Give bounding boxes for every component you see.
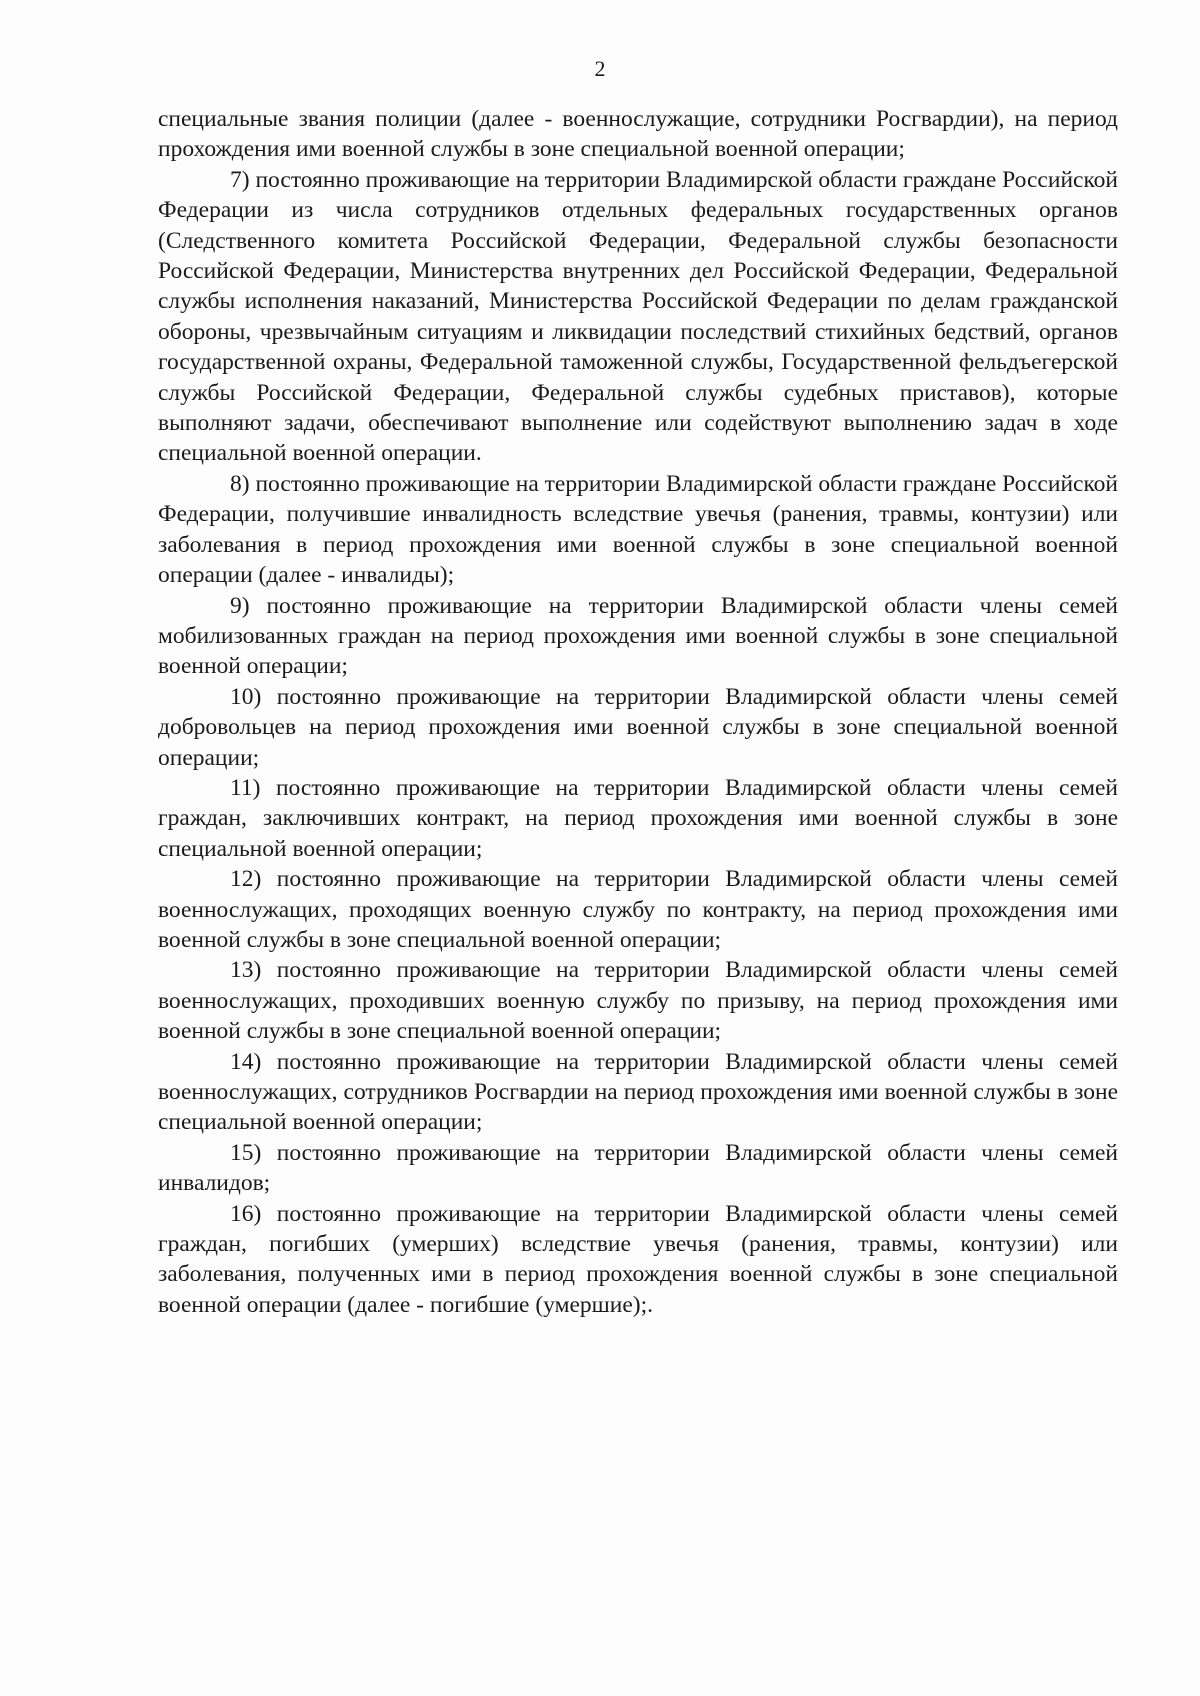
paragraph-item-12: 12) постоянно проживающие на территории Владимирской области члены семей военнослужащих, проходящих военную службу по контракту, на период прохождения ими военной службы в зоне специальной военной операции; <box>158 866 1118 953</box>
paragraph-item-10: 10) постоянно проживающие на территории Владимирской области члены семей добровольцев на период прохождения ими военной службы в зоне специальной военной операции; <box>158 683 1118 771</box>
page-number: 2 <box>594 56 606 81</box>
document-body <box>158 104 1118 1320</box>
paragraph-item-15: 15) постоянно проживающие на территории Владимирской области члены семей инвалидов; <box>158 1139 1118 1197</box>
paragraph-item-9: 9) постоянно проживающие на территории Владимирской области члены семей мобилизованных граждан на период прохождения ими военной службы в зоне специальной военной операции; <box>158 592 1118 680</box>
paragraph-item-8: 8) постоянно проживающие на территории Владимирской области граждане Российской Федерации, получившие инвалидность вследствие увечья (ранения, травмы, контузии) или заболевания в период прохождения ими военной службы в зоне специальной военной операции (далее - инвалиды); <box>158 470 1118 589</box>
paragraph-item-7: 7) постоянно проживающие на территории Владимирской области граждане Российской Федерации из числа сотрудников отдельных федеральных государственных органов (Следственного комитета Российской Федерации, Федеральной службы безопасности Российской Федерации, Министерства внутренних дел Российской Федерации, Федеральной службы исполнения наказаний, Министерства Российской Федерации по делам гражданской обороны, чрезвычайным ситуациям и ликвидации последствий стихийных бедствий, органов государственной охраны, Федеральной таможенной службы, Государственной фельдъегерской службы Российской Федерации, Федеральной службы судебных приставов), которые выполняют задачи, обеспечивают выполнение или содействуют выполнению задач в ходе специальной военной операции. <box>158 166 1118 467</box>
paragraph-item-11: 11) постоянно проживающие на территории Владимирской области члены семей граждан, заключивших контракт, на период прохождения ими военной службы в зоне специальной военной операции; <box>158 774 1118 862</box>
paragraph-item-13: 13) постоянно проживающие на территории Владимирской области члены семей военнослужащих, проходивших военную службу по призыву, на период прохождения ими военной службы в зоне специальной военной операции; <box>158 957 1118 1045</box>
paragraph-item-14: 14) постоянно проживающие на территории Владимирской области члены семей военнослужащих, сотрудников Росгвардии на период прохождения ими военной службы в зоне специальной военной операции; <box>158 1048 1118 1136</box>
paragraph-item-16: 16) постоянно проживающие на территории Владимирской области члены семей граждан, погибших (умерших) вследствие увечья (ранения, травмы, контузии) или заболевания, полученных ими в период прохождения военной службы в зоне специальной военной операции (далее - погибшие (умершие);. <box>158 1200 1118 1318</box>
paragraph-continuation: специальные звания полиции (далее - военнослужащие, сотрудники Росгвардии), на период прохождения ими военной службы в зоне специальной военной операции; <box>158 106 1118 163</box>
